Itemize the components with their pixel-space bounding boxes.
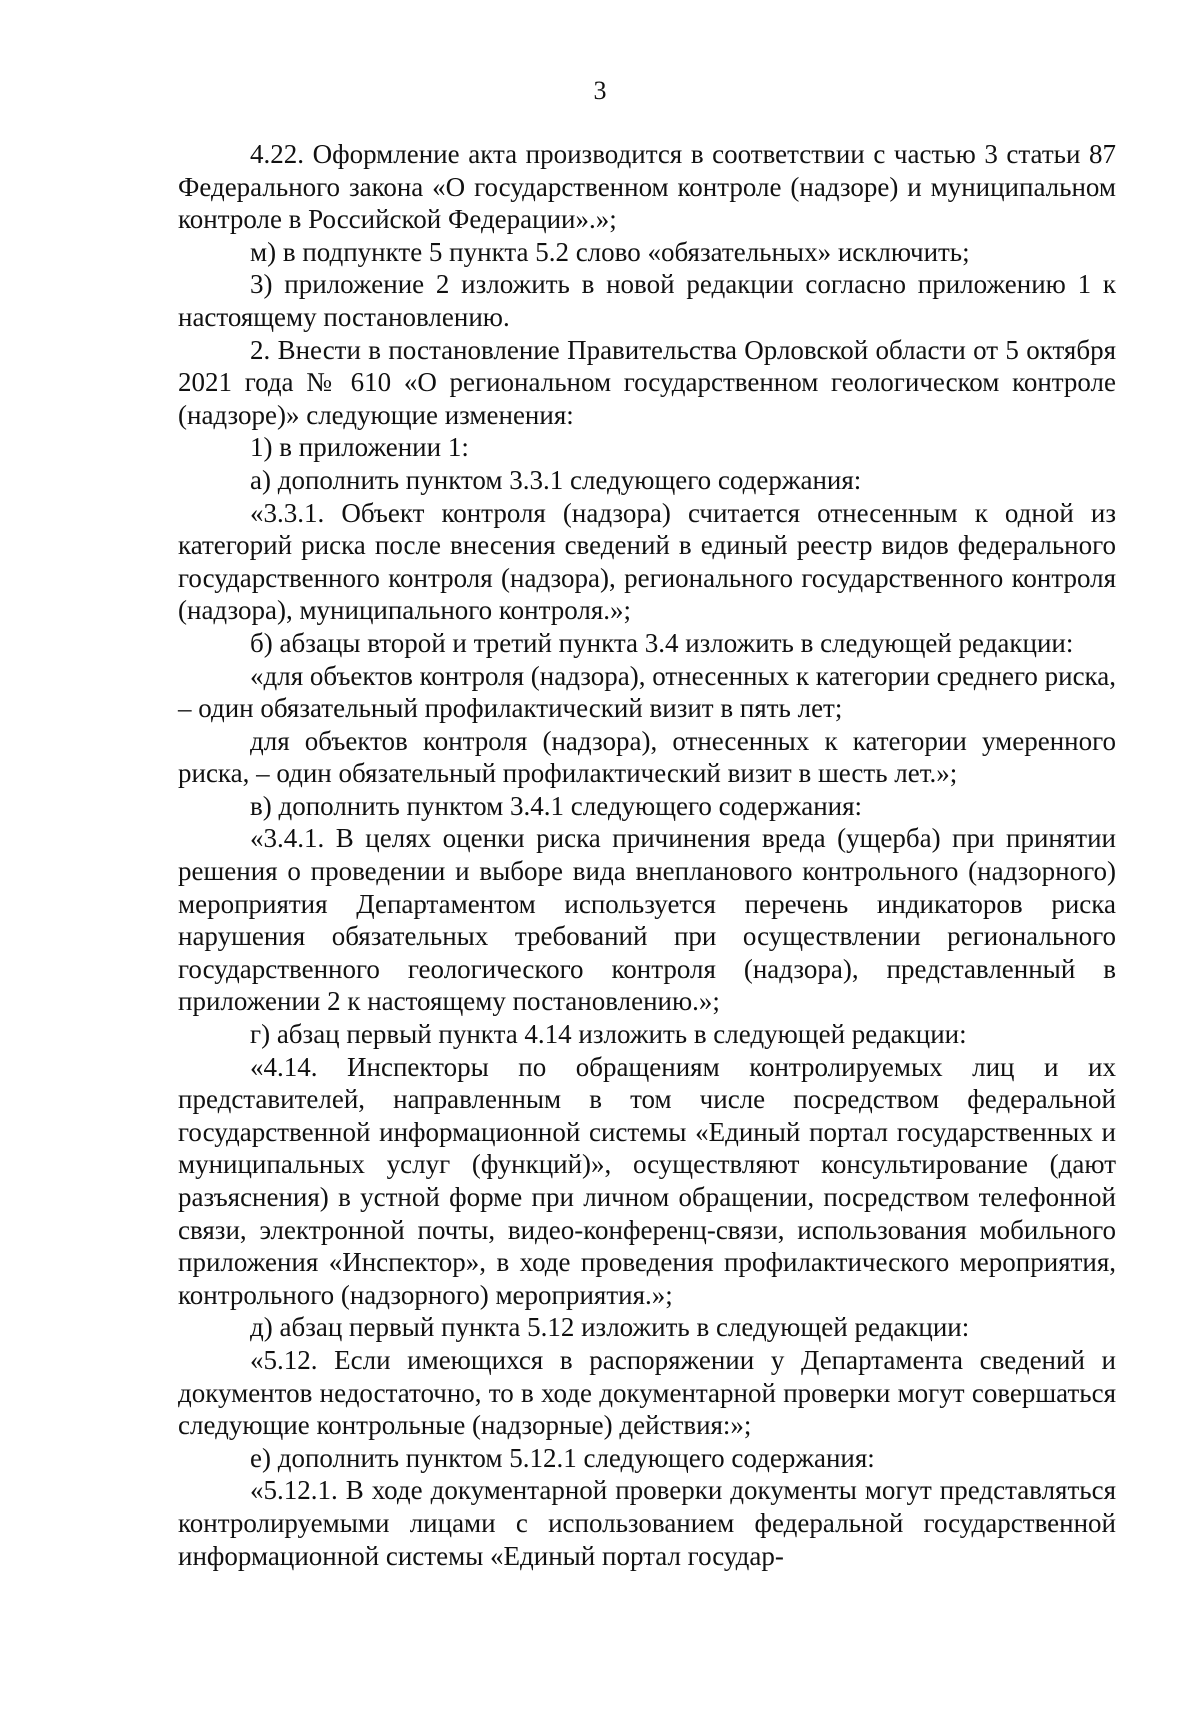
paragraph: «4.14. Инспекторы по обращениям контролируемых лиц и их представителей, направленным в том числе посредством федеральной государственной информационной системы «Единый портал государственных и муниципальных услуг (функций)», осуществляют консультирование (дают разъяснения) в устной форме при личном обращении, посредством телефонной связи, электронной почты, видео-конференц-связи, использования мобильного приложения «Инспектор», в ходе проведения профилактического мероприятия, контрольного (надзорного) мероприятия.»; <box>178 1051 1116 1310</box>
page-number: 3 <box>593 76 607 105</box>
paragraph: в) дополнить пунктом 3.4.1 следующего содержания: <box>250 790 863 821</box>
paragraph: е) дополнить пунктом 5.12.1 следующего содержания: <box>250 1442 875 1473</box>
paragraph: для объектов контроля (надзора), отнесенных к категории умеренного риска, – один обязательный профилактический визит в шесть лет.»; <box>178 725 1116 789</box>
paragraph: «5.12.1. В ходе документарной проверки документы могут представляться контролируемыми лицами с использованием федеральной государственной информационной системы «Единый портал государ- <box>178 1475 1116 1571</box>
paragraph: «3.3.1. Объект контроля (надзора) считается отнесенным к одной из категорий риска после внесения сведений в единый реестр видов федерального государственного контроля (надзора), регионального государственного контроля (надзора), муниципального контроля.»; <box>178 497 1116 626</box>
paragraph: 2. Внести в постановление Правительства Орловской области от 5 октября 2021 года № 610 «О региональном государственном геологическом контроле (надзоре)» следующие изменения: <box>178 334 1116 430</box>
paragraph: а) дополнить пунктом 3.3.1 следующего содержания: <box>250 464 862 495</box>
paragraph: м) в подпункте 5 пункта 5.2 слово «обязательных» исключить; <box>250 236 970 267</box>
paragraph: д) абзац первый пункта 5.12 изложить в следующей редакции: <box>250 1312 970 1343</box>
paragraph: 1) в приложении 1: <box>250 432 469 463</box>
paragraph: «для объектов контроля (надзора), отнесенных к категории среднего риска, – один обязательный профилактический визит в пять лет; <box>178 660 1116 724</box>
paragraph: 4.22. Оформление акта производится в соответствии с частью 3 статьи 87 Федерального закона «О государственном контроле (надзоре) и муниципальном контроле в Российской Федерации».»; <box>178 139 1116 235</box>
paragraph: «5.12. Если имеющихся в распоряжении у Департамента сведений и документов недостаточно, то в ходе документарной проверки могут совершаться следующие контрольные (надзорные) действия:»; <box>178 1344 1116 1441</box>
paragraph: б) абзацы второй и третий пункта 3.4 изложить в следующей редакции: <box>250 627 1074 658</box>
document-body <box>178 138 1116 1572</box>
paragraph: «3.4.1. В целях оценки риска причинения вреда (ущерба) при принятии решения о проведении и выборе вида внепланового контрольного (надзорного) мероприятия Департаментом используется перечень индикаторов риска нарушения обязательных требований при осуществлении регионального государственного геологического контроля (надзора), представленный в приложении 2 к настоящему постановлению.»; <box>178 823 1116 1017</box>
paragraph: 3) приложение 2 изложить в новой редакции согласно приложению 1 к настоящему постановлению. <box>178 269 1116 332</box>
paragraph: г) абзац первый пункта 4.14 изложить в следующей редакции: <box>250 1019 967 1050</box>
